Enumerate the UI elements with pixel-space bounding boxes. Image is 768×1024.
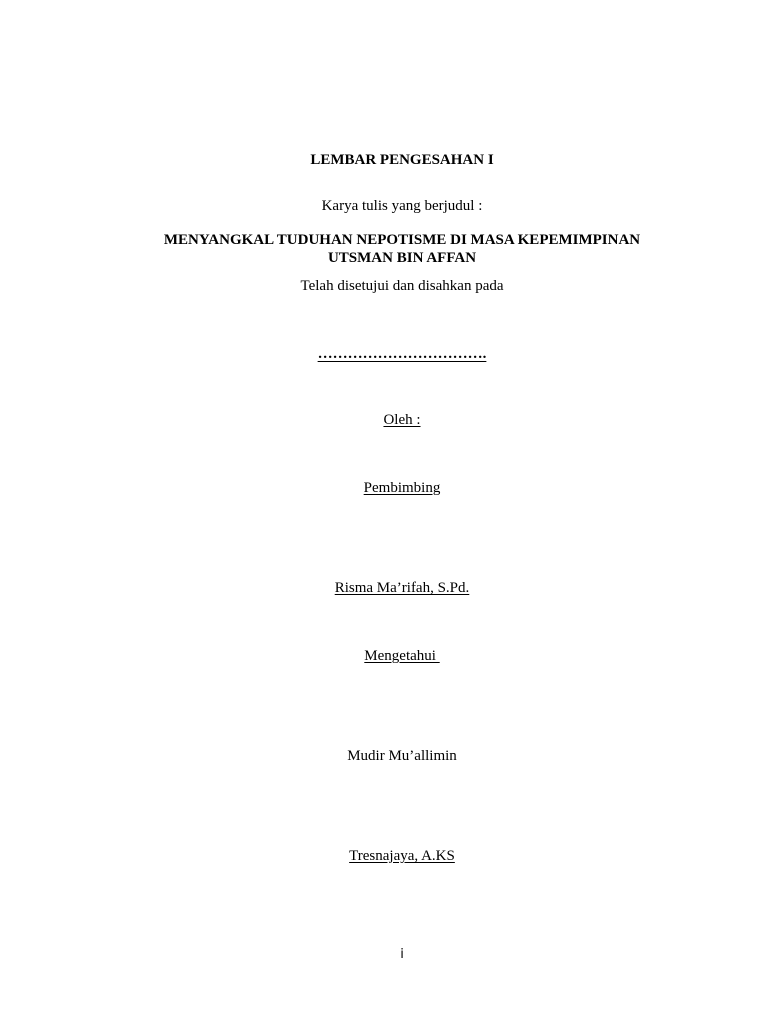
page-number: i [400,947,404,962]
intro-text: Karya tulis yang berjudul : [321,198,483,214]
page-heading: LEMBAR PENGESAHAN I [310,152,494,168]
date-placeholder: ……………………………. [317,346,487,362]
approval-text: Telah disetujui dan disahkan pada [300,278,504,294]
supervisor-name: Risma Ma’rifah, S.Pd. [334,580,470,596]
director-role: Mudir Mu’allimin [347,748,457,764]
acknowledge-label: Mengetahui [364,648,440,664]
director-name: Tresnajaya, A.KS [349,848,455,864]
supervisor-role: Pembimbing [363,480,441,496]
title-line-1: MENYANGKAL TUDUHAN NEPOTISME DI MASA KEPEMIMPINAN [163,232,641,248]
by-label: Oleh : [383,412,421,428]
title-line-2: UTSMAN BIN AFFAN [327,250,477,266]
